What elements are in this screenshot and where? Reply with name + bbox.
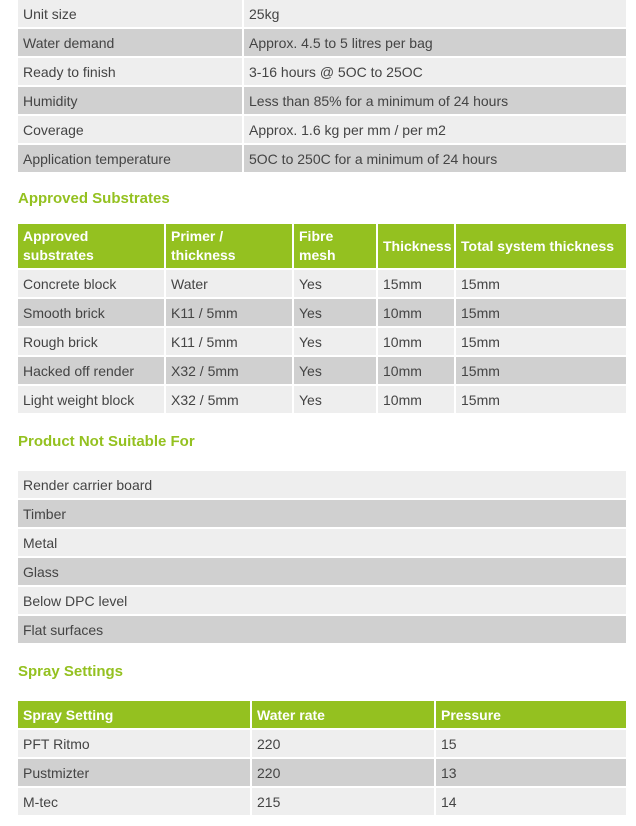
cell-primer: K11 / 5mm bbox=[166, 299, 292, 326]
table-header-row bbox=[18, 701, 626, 728]
approved-substrates-heading: Approved Substrates bbox=[18, 190, 170, 207]
header-total-system-thickness: Total system thickness bbox=[456, 224, 626, 268]
not-suitable-heading: Product Not Suitable For bbox=[18, 433, 195, 450]
property-label: Humidity bbox=[18, 87, 242, 114]
cell-water-rate: 220 bbox=[252, 759, 434, 786]
cell-substrate: Hacked off render bbox=[18, 357, 164, 384]
cell-water-rate: 215 bbox=[252, 788, 434, 815]
table-row bbox=[18, 357, 626, 384]
cell-primer: X32 / 5mm bbox=[166, 357, 292, 384]
cell-total-thickness: 15mm bbox=[456, 270, 626, 297]
cell-substrate: Light weight block bbox=[18, 386, 164, 413]
cell-total-thickness: 15mm bbox=[456, 386, 626, 413]
header-pressure: Pressure bbox=[436, 701, 626, 728]
cell-total-thickness: 15mm bbox=[456, 328, 626, 355]
header-thickness: Thickness bbox=[378, 224, 454, 268]
not-suitable-item: Render carrier board bbox=[18, 471, 626, 498]
table-row bbox=[18, 328, 626, 355]
cell-total-thickness: 15mm bbox=[456, 357, 626, 384]
cell-fibre-mesh: Yes bbox=[294, 386, 376, 413]
cell-fibre-mesh: Yes bbox=[294, 270, 376, 297]
cell-total-thickness: 15mm bbox=[456, 299, 626, 326]
cell-spray-setting: PFT Ritmo bbox=[18, 730, 250, 757]
cell-primer: Water bbox=[166, 270, 292, 297]
property-label: Application temperature bbox=[18, 145, 242, 172]
properties-table bbox=[16, 0, 628, 174]
spray-settings-table bbox=[16, 699, 628, 817]
not-suitable-item: Flat surfaces bbox=[18, 616, 626, 643]
property-value: Approx. 1.6 kg per mm / per m2 bbox=[244, 116, 626, 143]
property-label: Coverage bbox=[18, 116, 242, 143]
table-row bbox=[18, 788, 626, 815]
list-item bbox=[18, 616, 626, 643]
cell-pressure: 13 bbox=[436, 759, 626, 786]
cell-primer: X32 / 5mm bbox=[166, 386, 292, 413]
header-water-rate: Water rate bbox=[252, 701, 434, 728]
table-row bbox=[18, 299, 626, 326]
table-row bbox=[18, 0, 626, 27]
table-row bbox=[18, 386, 626, 413]
table-row bbox=[18, 730, 626, 757]
table-header-row bbox=[18, 224, 626, 268]
cell-thickness: 10mm bbox=[378, 299, 454, 326]
property-label: Ready to finish bbox=[18, 58, 242, 85]
property-label: Unit size bbox=[18, 0, 242, 27]
not-suitable-item: Timber bbox=[18, 500, 626, 527]
table-row bbox=[18, 116, 626, 143]
cell-thickness: 10mm bbox=[378, 328, 454, 355]
cell-fibre-mesh: Yes bbox=[294, 357, 376, 384]
spray-settings-heading: Spray Settings bbox=[18, 663, 124, 680]
cell-thickness: 10mm bbox=[378, 386, 454, 413]
not-suitable-item: Below DPC level bbox=[18, 587, 626, 614]
not-suitable-item: Metal bbox=[18, 529, 626, 556]
cell-water-rate: 220 bbox=[252, 730, 434, 757]
cell-pressure: 14 bbox=[436, 788, 626, 815]
cell-substrate: Rough brick bbox=[18, 328, 164, 355]
property-label: Water demand bbox=[18, 29, 242, 56]
table-row bbox=[18, 58, 626, 85]
approved-substrates-table bbox=[16, 222, 628, 415]
table-row bbox=[18, 29, 626, 56]
table-row bbox=[18, 759, 626, 786]
header-approved-substrates: Approved substrates bbox=[18, 224, 164, 268]
list-item bbox=[18, 558, 626, 585]
cell-fibre-mesh: Yes bbox=[294, 299, 376, 326]
list-item bbox=[18, 587, 626, 614]
list-item bbox=[18, 500, 626, 527]
not-suitable-table bbox=[16, 469, 628, 645]
cell-substrate: Concrete block bbox=[18, 270, 164, 297]
property-value: 5OC to 250C for a minimum of 24 hours bbox=[244, 145, 626, 172]
cell-pressure: 15 bbox=[436, 730, 626, 757]
property-value: 25kg bbox=[244, 0, 626, 27]
header-spray-setting: Spray Setting bbox=[18, 701, 250, 728]
cell-thickness: 15mm bbox=[378, 270, 454, 297]
cell-spray-setting: M-tec bbox=[18, 788, 250, 815]
header-fibre-mesh: Fibre mesh bbox=[294, 224, 376, 268]
cell-spray-setting: Pustmizter bbox=[18, 759, 250, 786]
property-value: Approx. 4.5 to 5 litres per bag bbox=[244, 29, 626, 56]
list-item bbox=[18, 471, 626, 498]
property-value: Less than 85% for a minimum of 24 hours bbox=[244, 87, 626, 114]
header-primer-thickness: Primer / thickness bbox=[166, 224, 292, 268]
table-row bbox=[18, 87, 626, 114]
cell-thickness: 10mm bbox=[378, 357, 454, 384]
cell-substrate: Smooth brick bbox=[18, 299, 164, 326]
table-row bbox=[18, 270, 626, 297]
list-item bbox=[18, 529, 626, 556]
not-suitable-item: Glass bbox=[18, 558, 626, 585]
cell-fibre-mesh: Yes bbox=[294, 328, 376, 355]
property-value: 3-16 hours @ 5OC to 25OC bbox=[244, 58, 626, 85]
cell-primer: K11 / 5mm bbox=[166, 328, 292, 355]
table-row bbox=[18, 145, 626, 172]
